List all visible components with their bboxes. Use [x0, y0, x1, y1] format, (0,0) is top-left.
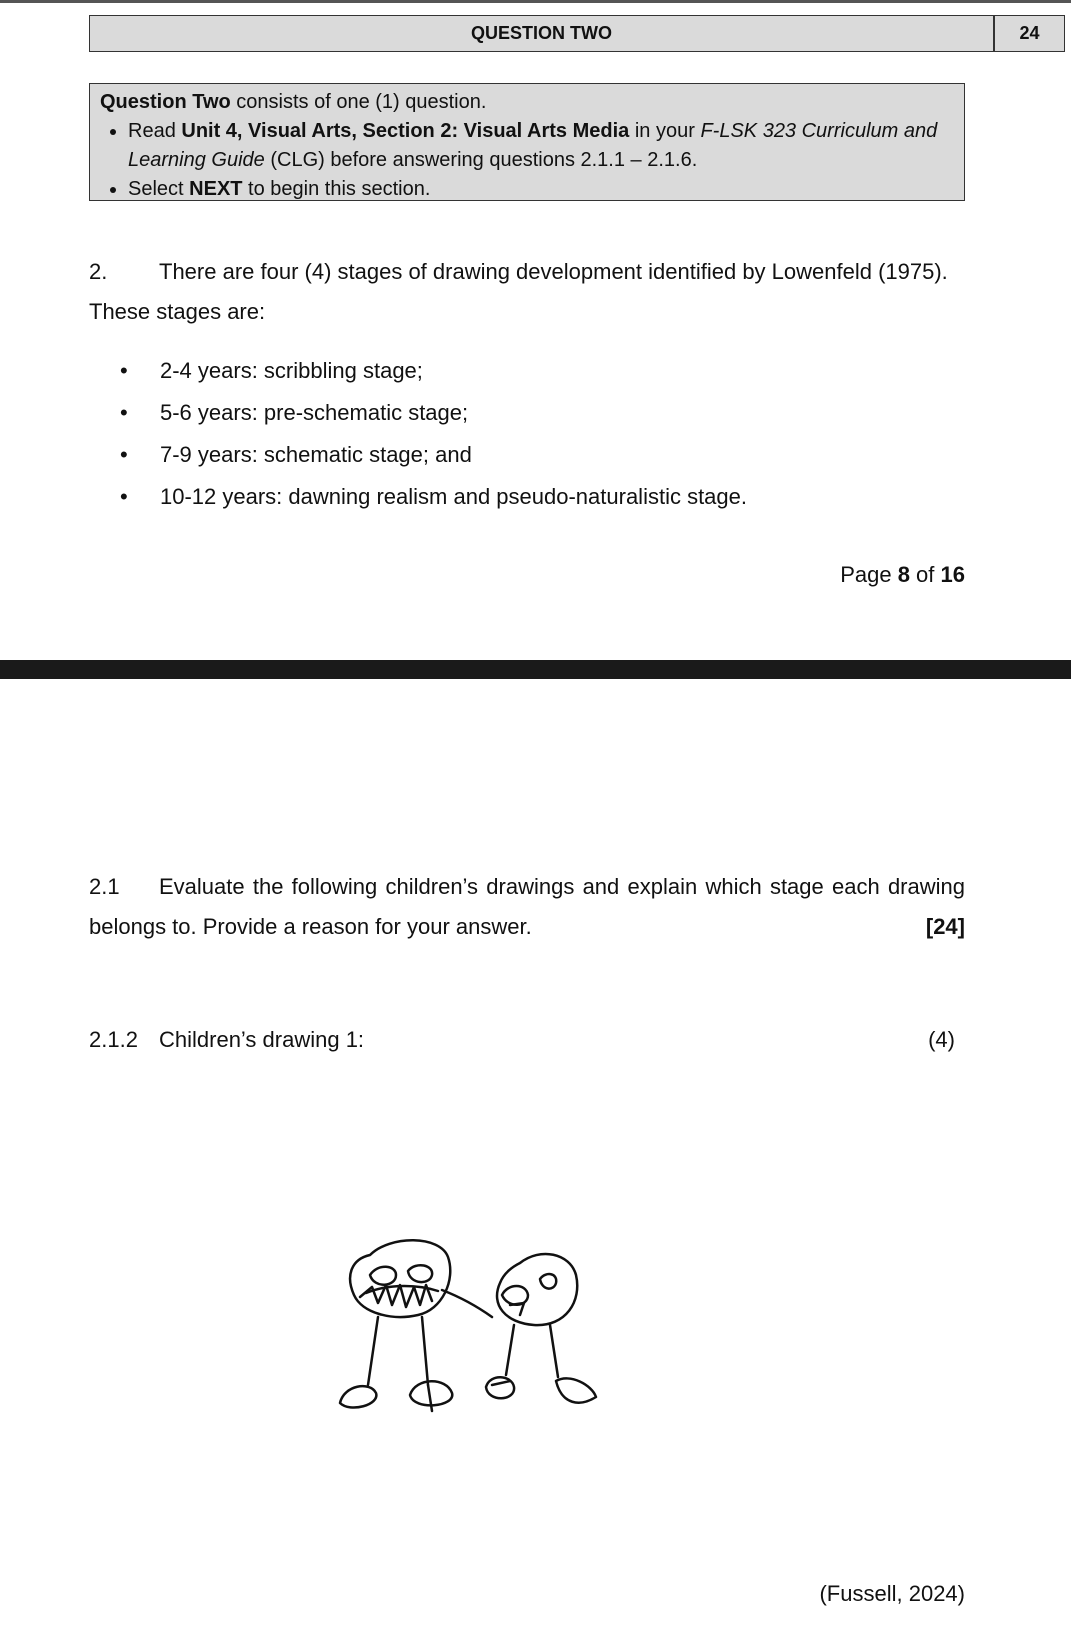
- stage-item: • 10-12 years: dawning realism and pseudo-naturalistic stage.: [120, 476, 747, 518]
- page-indicator: Page 8 of 16: [840, 562, 965, 587]
- question-2-1-2-text: 2.1.2 Children’s drawing 1:: [89, 1027, 365, 1052]
- section-marks: 24: [994, 15, 1065, 52]
- question-2-1-marks: [24]: [925, 914, 965, 939]
- image-credit: (Fussell, 2024): [819, 1581, 965, 1606]
- question-2-text: 2. There are four (4) stages of drawing development identified by Lowenfeld (1975). These stages are:: [89, 259, 948, 324]
- page-separator: [0, 660, 1071, 679]
- stages-list: [120, 350, 747, 518]
- instructions-box: [89, 83, 965, 201]
- stage-item: • 2-4 years: scribbling stage;: [120, 350, 747, 392]
- stage-item: • 5-6 years: pre-schematic stage;: [120, 392, 747, 434]
- instructions-intro: Question Two consists of one (1) question.: [100, 91, 487, 113]
- question-2-1-2-marks: (4): [928, 1027, 955, 1052]
- instruction-select-next: • Select NEXT to begin this section.: [128, 175, 954, 204]
- stage-item: • 7-9 years: schematic stage; and: [120, 434, 747, 476]
- section-title: QUESTION TWO: [89, 15, 994, 52]
- instruction-read-unit: • Read Unit 4, Visual Arts, Section 2: Visual Arts Media in your F-LSK 323 Curriculum and Learning Guide (CLG) before answering questions 2.1.1 – 2.1.6.: [128, 117, 954, 175]
- question-2-1-text: 2.1 Evaluate the following children’s drawings and explain which stage each drawing belongs to. Provide a reason for your answer.: [89, 874, 965, 939]
- childrens-drawing-image: [330, 1235, 630, 1445]
- top-border: [0, 0, 1071, 3]
